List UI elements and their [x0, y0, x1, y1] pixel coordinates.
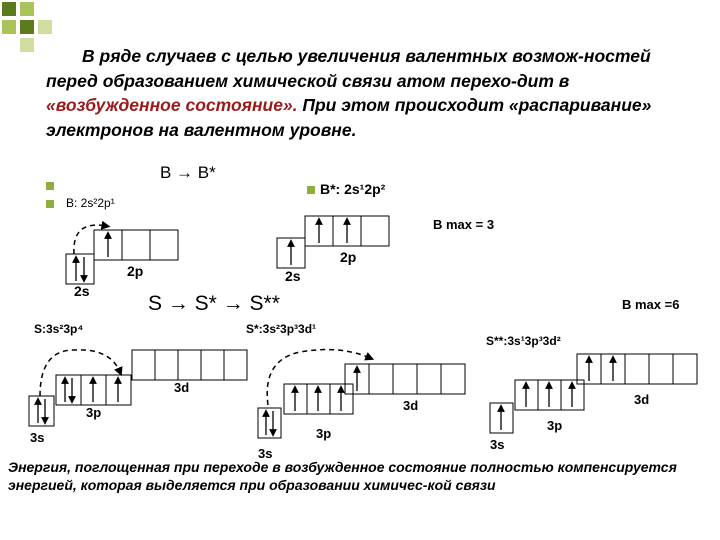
label-2s: 2s	[285, 268, 301, 284]
conclusion-text: Энергия, поглощенная при переходе в возбужденное состояние полностью компенсируется энергией, которая выделяется при образовании химичес-кой связи	[8, 459, 677, 493]
boron-excited-config: B*: 2s¹2p²	[320, 181, 386, 197]
orbital-box-3d	[625, 354, 649, 384]
sulfur-excited1-config: S*:3s²3p³3d¹	[246, 322, 317, 336]
label-3s: 3s	[258, 446, 273, 461]
boron-ground-config: B: 2s²2p¹	[66, 196, 115, 210]
orbital-box-3d	[155, 350, 178, 380]
orbital-box-3d	[132, 350, 155, 380]
label-3p: 3p	[547, 418, 563, 433]
orbital-box-3d	[224, 350, 247, 380]
label-3d: 3d	[634, 392, 650, 407]
orbital-box-2s	[66, 254, 94, 284]
intro-text-1: В ряде случаев с целью увеличения валентных возмож-ностей перед образованием химической связи атом перехо-дит в	[46, 46, 651, 91]
orbital-box-3p	[56, 375, 81, 405]
orbital-box-3d	[649, 354, 673, 384]
orbital-box-3d	[393, 364, 417, 394]
orbital-box-2p	[150, 230, 178, 260]
label-3d: 3d	[403, 398, 419, 413]
label-3s: 3s	[490, 437, 505, 452]
boron-transition: B → B*	[160, 163, 216, 182]
label-3d: 3d	[174, 380, 190, 395]
transition-arrow	[40, 350, 120, 396]
orbital-box-3s	[29, 396, 54, 426]
sulfur-ground-config: S:3s²3p⁴	[34, 322, 84, 336]
sulfur-valence-max: B max =6	[622, 297, 680, 312]
intro-highlight: «возбужденное состояние».	[46, 95, 298, 115]
orbital-box-3d	[673, 354, 697, 384]
label-3p: 3p	[86, 405, 102, 420]
transition-arrow	[74, 225, 106, 254]
orbital-box-2p	[122, 230, 150, 260]
orbital-box-3d	[201, 350, 224, 380]
label-2p: 2p	[127, 263, 144, 279]
boron-valence-max: B max = 3	[433, 217, 495, 232]
label-2s: 2s	[74, 283, 90, 299]
sulfur-transition: S → S* → S**	[148, 292, 280, 315]
sulfur-excited2-config: S**:3s¹3p³3d²	[486, 334, 561, 348]
label-3s: 3s	[30, 430, 45, 445]
orbital-box-3d	[369, 364, 393, 394]
orbital-box-3s	[258, 408, 281, 438]
label-3p: 3p	[316, 426, 332, 441]
orbital-box-3d	[441, 364, 465, 394]
label-2p: 2p	[340, 249, 357, 265]
orbital-box-2p	[361, 216, 389, 246]
orbital-box-3d	[417, 364, 441, 394]
orbital-box-3d	[178, 350, 201, 380]
intro-text-2: При этом происходит «распаривание» электронов на валентном уровне.	[46, 95, 652, 140]
